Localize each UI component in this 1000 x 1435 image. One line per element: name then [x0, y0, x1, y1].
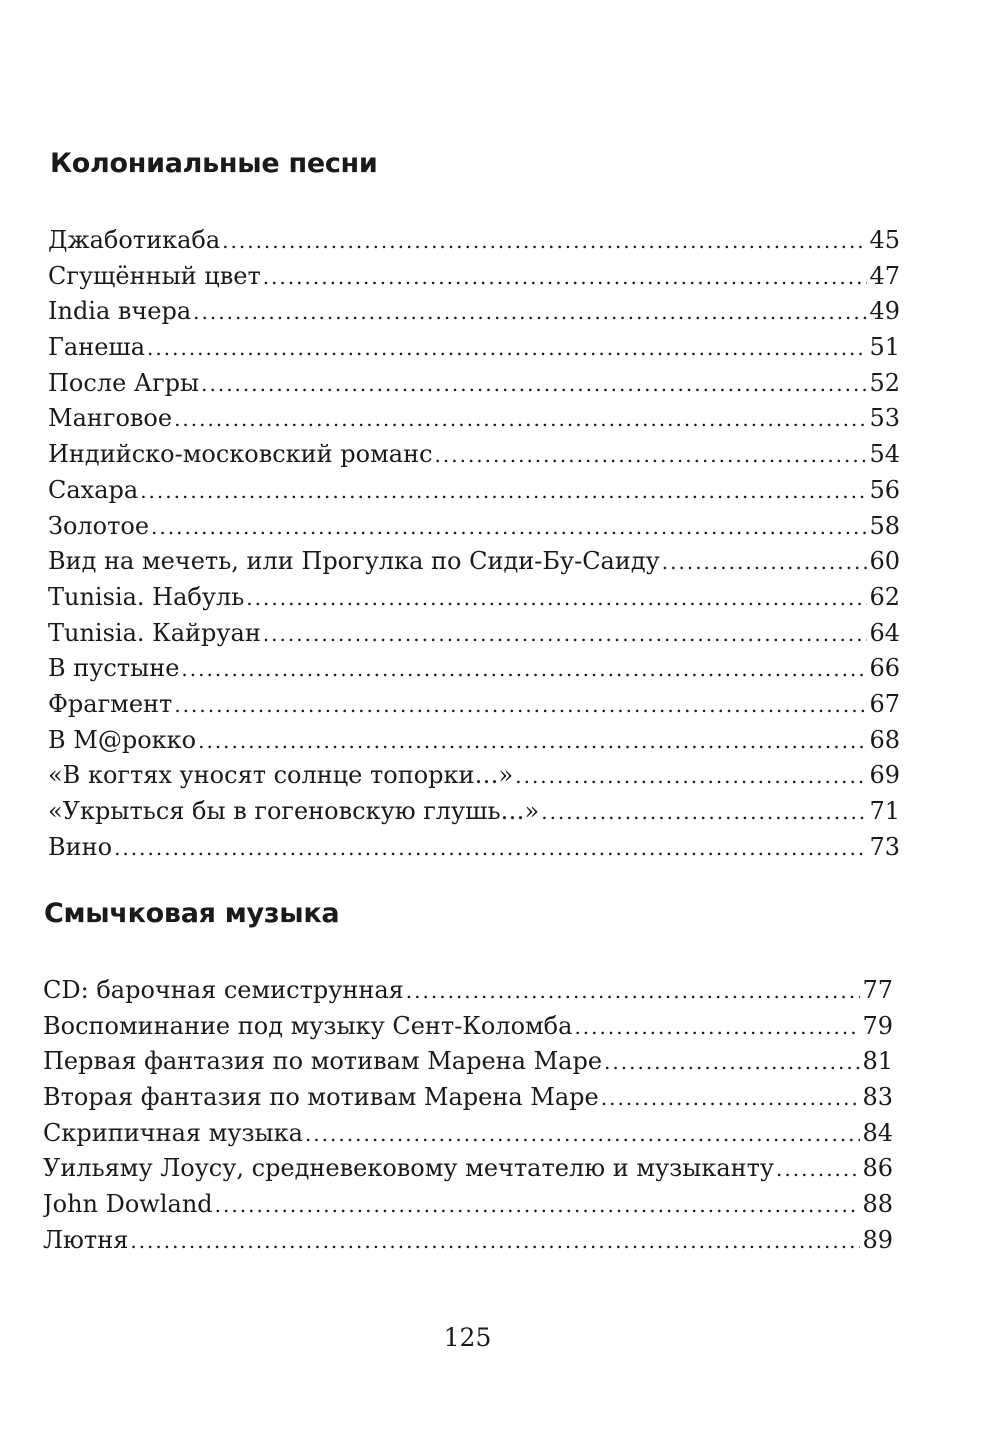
dot-leader	[174, 402, 867, 437]
toc-list	[48, 223, 900, 865]
dot-leader	[181, 652, 867, 687]
toc-entry-page: 66	[869, 654, 900, 683]
toc-entry-title: Воспоминание под музыку Сент-Коломба	[43, 1011, 573, 1040]
toc-entry-title: После Агры	[48, 368, 200, 397]
toc-entry-page: 64	[869, 618, 900, 647]
toc-entry-page: 77	[862, 976, 893, 1004]
dot-leader	[601, 1081, 861, 1116]
toc-entry	[48, 509, 900, 545]
toc-entry-title: Скрипичная музыка	[43, 1118, 303, 1147]
toc-entry-page: 84	[862, 1118, 893, 1147]
toc-entry-page: 54	[869, 440, 900, 469]
toc-entry-page: 49	[869, 297, 900, 326]
toc-entry	[48, 473, 900, 509]
toc-entry-page: 69	[869, 761, 900, 790]
toc-entry-page: 88	[862, 1190, 893, 1219]
dot-leader	[435, 438, 868, 473]
dot-leader	[305, 1117, 861, 1152]
dot-leader	[574, 1010, 860, 1045]
toc-entry	[48, 330, 900, 366]
dot-leader	[198, 724, 867, 759]
toc-entry-title: Вторая фантазия по мотивам Марена Маре	[43, 1083, 599, 1112]
toc-entry	[43, 1044, 893, 1080]
toc-entry-title: CD: барочная семиструнная	[43, 976, 404, 1004]
toc-entry	[48, 294, 900, 330]
toc-entry-page: 83	[862, 1083, 893, 1112]
toc-entry-page: 86	[862, 1154, 893, 1183]
dot-leader	[406, 974, 861, 1009]
toc-entry-page: 47	[869, 261, 900, 290]
toc-entry-title: Ганеша	[48, 333, 146, 362]
toc-entry-title: Джаботикаба	[48, 226, 221, 254]
toc-entry-title: Tunisia. Кайруан	[48, 618, 261, 647]
toc-entry	[43, 1223, 893, 1259]
toc-entry	[48, 794, 900, 830]
toc-entry-page: 89	[862, 1225, 893, 1254]
dot-leader	[515, 759, 867, 794]
toc-entry-title: Сгущённый цвет	[48, 261, 261, 290]
toc-entry-page: 53	[869, 404, 900, 433]
toc-entry	[48, 651, 900, 687]
toc-entry	[48, 544, 900, 580]
dot-leader	[151, 510, 867, 545]
dot-leader	[193, 295, 867, 330]
page-number: 125	[443, 1323, 492, 1352]
toc-entry-page: 58	[869, 511, 900, 540]
toc-entry-page: 62	[869, 582, 900, 611]
toc-entry-page: 56	[869, 475, 900, 504]
toc-entry-title: В М@рокко	[48, 725, 197, 754]
toc-entry-page: 73	[869, 832, 900, 861]
toc-entry	[43, 1080, 893, 1116]
dot-leader	[662, 545, 868, 580]
toc-entry	[48, 830, 900, 866]
toc-entry-title: Вино	[48, 832, 113, 861]
toc-entry-page: 81	[862, 1047, 893, 1076]
toc-list	[43, 973, 893, 1259]
toc-entry	[48, 223, 900, 259]
toc-entry-title: Индийско-московский романс	[48, 440, 433, 469]
toc-entry-title: Золотое	[48, 511, 150, 540]
toc-entry-title: Фрагмент	[48, 689, 173, 718]
dot-leader	[114, 831, 867, 866]
dot-leader	[222, 224, 867, 259]
toc-entry-page: 79	[862, 1011, 893, 1040]
toc-entry	[43, 973, 893, 1009]
toc-entry	[48, 259, 900, 295]
section-heading: Колониальные песни	[50, 148, 378, 179]
dot-leader	[246, 581, 867, 616]
toc-entry-title: Уильяму Лоусу, средневековому мечтателю и музыканту	[43, 1154, 775, 1183]
dot-leader	[776, 1152, 860, 1187]
toc-entry	[43, 1187, 893, 1223]
toc-entry-title: Tunisia. Набуль	[48, 582, 245, 611]
toc-entry-page: 60	[869, 547, 900, 576]
dot-leader	[140, 474, 867, 509]
toc-entry-page: 45	[869, 226, 900, 254]
toc-entry	[48, 437, 900, 473]
toc-entry-title: «Укрыться бы в гогеновскую глушь…»	[48, 797, 540, 825]
toc-entry	[48, 723, 900, 759]
toc-entry	[43, 1116, 893, 1152]
toc-entry-title: В пустыне	[48, 654, 180, 683]
dot-leader	[263, 617, 868, 652]
dot-leader	[201, 367, 867, 402]
toc-entry	[48, 366, 900, 402]
toc-entry-title: John Dowland	[43, 1190, 213, 1219]
toc-entry-title: «В когтях уносят солнце топорки…»	[48, 761, 514, 790]
toc-entry-page: 52	[869, 368, 900, 397]
toc-entry-title: Первая фантазия по мотивам Марена Маре	[43, 1047, 603, 1076]
toc-entry-page: 71	[869, 797, 900, 825]
toc-entry-title: Вид на мечеть, или Прогулка по Сиди-Бу-Саиду	[48, 547, 660, 576]
toc-entry	[48, 401, 900, 437]
dot-leader	[604, 1045, 860, 1080]
section-heading: Смычковая музыка	[44, 898, 340, 929]
dot-leader	[263, 260, 868, 295]
toc-entry-page: 51	[869, 333, 900, 362]
dot-leader	[215, 1188, 861, 1223]
toc-entry	[48, 687, 900, 723]
toc-entry-title: Лютня	[43, 1225, 129, 1254]
toc-entry-page: 67	[869, 689, 900, 718]
dot-leader	[541, 795, 867, 830]
toc-entry	[48, 758, 900, 794]
toc-entry	[48, 616, 900, 652]
toc-entry	[48, 580, 900, 616]
toc-entry-title: India вчера	[48, 297, 192, 326]
dot-leader	[130, 1224, 860, 1259]
toc-entry-page: 68	[869, 725, 900, 754]
toc-entry-title: Сахара	[48, 475, 139, 504]
dot-leader	[147, 331, 867, 366]
toc-entry	[43, 1151, 893, 1187]
toc-entry	[43, 1009, 893, 1045]
toc-entry-title: Манговое	[48, 404, 173, 433]
dot-leader	[174, 688, 867, 723]
